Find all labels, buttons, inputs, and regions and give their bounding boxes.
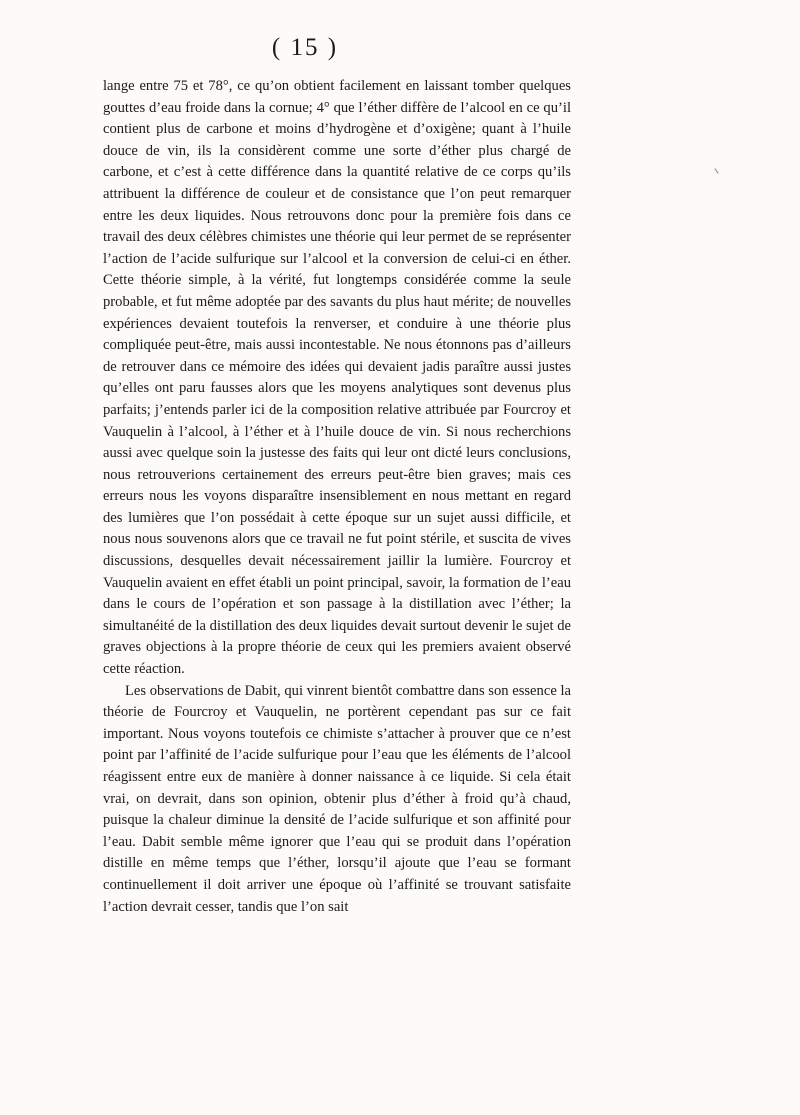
page-number: ( 15 ) xyxy=(271,34,339,61)
paragraph-1: lange entre 75 et 78°, ce qu’on obtient facilement en laissant tomber quelques gouttes d’eau froide dans la cornue; 4° que l’éther diffère de l’alcool en ce qu’il contient plus de carbone et moins d’hydrogène et d’oxigène; quant à l’huile douce de vin, ils la considèrent comme une sorte d’éther plus chargé de carbone, et c’est à cette différence dans la quantité relative de ce corps qu’ils attribuent la différence de couleur et de consistance que l’on peut remarquer entre les deux liquides. Nous retrouvons donc pour la première fois dans ce travail des deux célèbres chimistes une théorie qui leur permet de se représenter l’action de l’acide sulfurique sur l’alcool et la conversion de celui-ci en éther. Cette théorie simple, à la vérité, fut longtemps considérée comme la seule probable, et fut même adoptée par des savants du plus haut mérite; de nouvelles expériences devaient toutefois la renverser, et conduire à une théorie plus compliquée peut-être, mais aussi incontestable. Ne nous étonnons pas d’ailleurs de retrouver dans ce mémoire des idées qui devaient jadis paraître aussi justes qu’elles ont paru fausses alors que les moyens analytiques sont devenus plus parfaits; j’entends parler ici de la composition relative attribuée par Fourcroy et Vauquelin à l’alcool, à l’éther et à l’huile douce de vin. Si nous recherchions aussi avec quelque soin la justesse des faits qui leur ont dicté leurs conclusions, nous retrouverions certainement des erreurs peut-être bien graves; mais ces erreurs nous les voyons disparaître insensiblement en nous mettant en regard des lumières que l’on possédait à cette époque sur un sujet aussi difficile, et nous nous souvenons alors que ce travail ne fut point stérile, et suscita de vives discussions, desquelles devait nécessairement jaillir la lumière. Fourcroy et Vauquelin avaient en effet établi un point principal, savoir, la formation de l’eau dans le cours de l’opération et son passage à la distillation avec l’éther; la simultanéité de la distillation des deux liquides devait surtout devenir le sujet de graves objections à la propre théorie de ceux qui les premiers avaient observé cette réaction. xyxy=(103,78,571,678)
ink-speck xyxy=(714,168,718,173)
body-text xyxy=(103,76,571,918)
paragraph-2: Les observations de Dabit, qui vinrent bientôt combattre dans son essence la théorie de Fourcroy et Vauquelin, ne portèrent cependant pas sur ce fait important. Nous voyons toutefois ce chimiste s’attacher à prouver que ce n’est point par l’affinité de l’acide sulfurique pour l’eau que les éléments de l’alcool réagissent entre eux de manière à donner naissance à ce liquide. Si cela était vrai, on devrait, dans son opinion, obtenir plus d’éther à froid qu’à chaud, puisque la chaleur diminue la densité de l’acide sulfurique et son affinité pour l’eau. Dabit semble même ignorer que l’eau qui se produit dans l’opération distille en même temps que l’éther, lorsqu’il ajoute que l’eau se formant continuellement il doit arriver une époque où l’affinité se trouvant satisfaite l’action devrait cesser, tandis que l’on sait xyxy=(103,682,571,915)
